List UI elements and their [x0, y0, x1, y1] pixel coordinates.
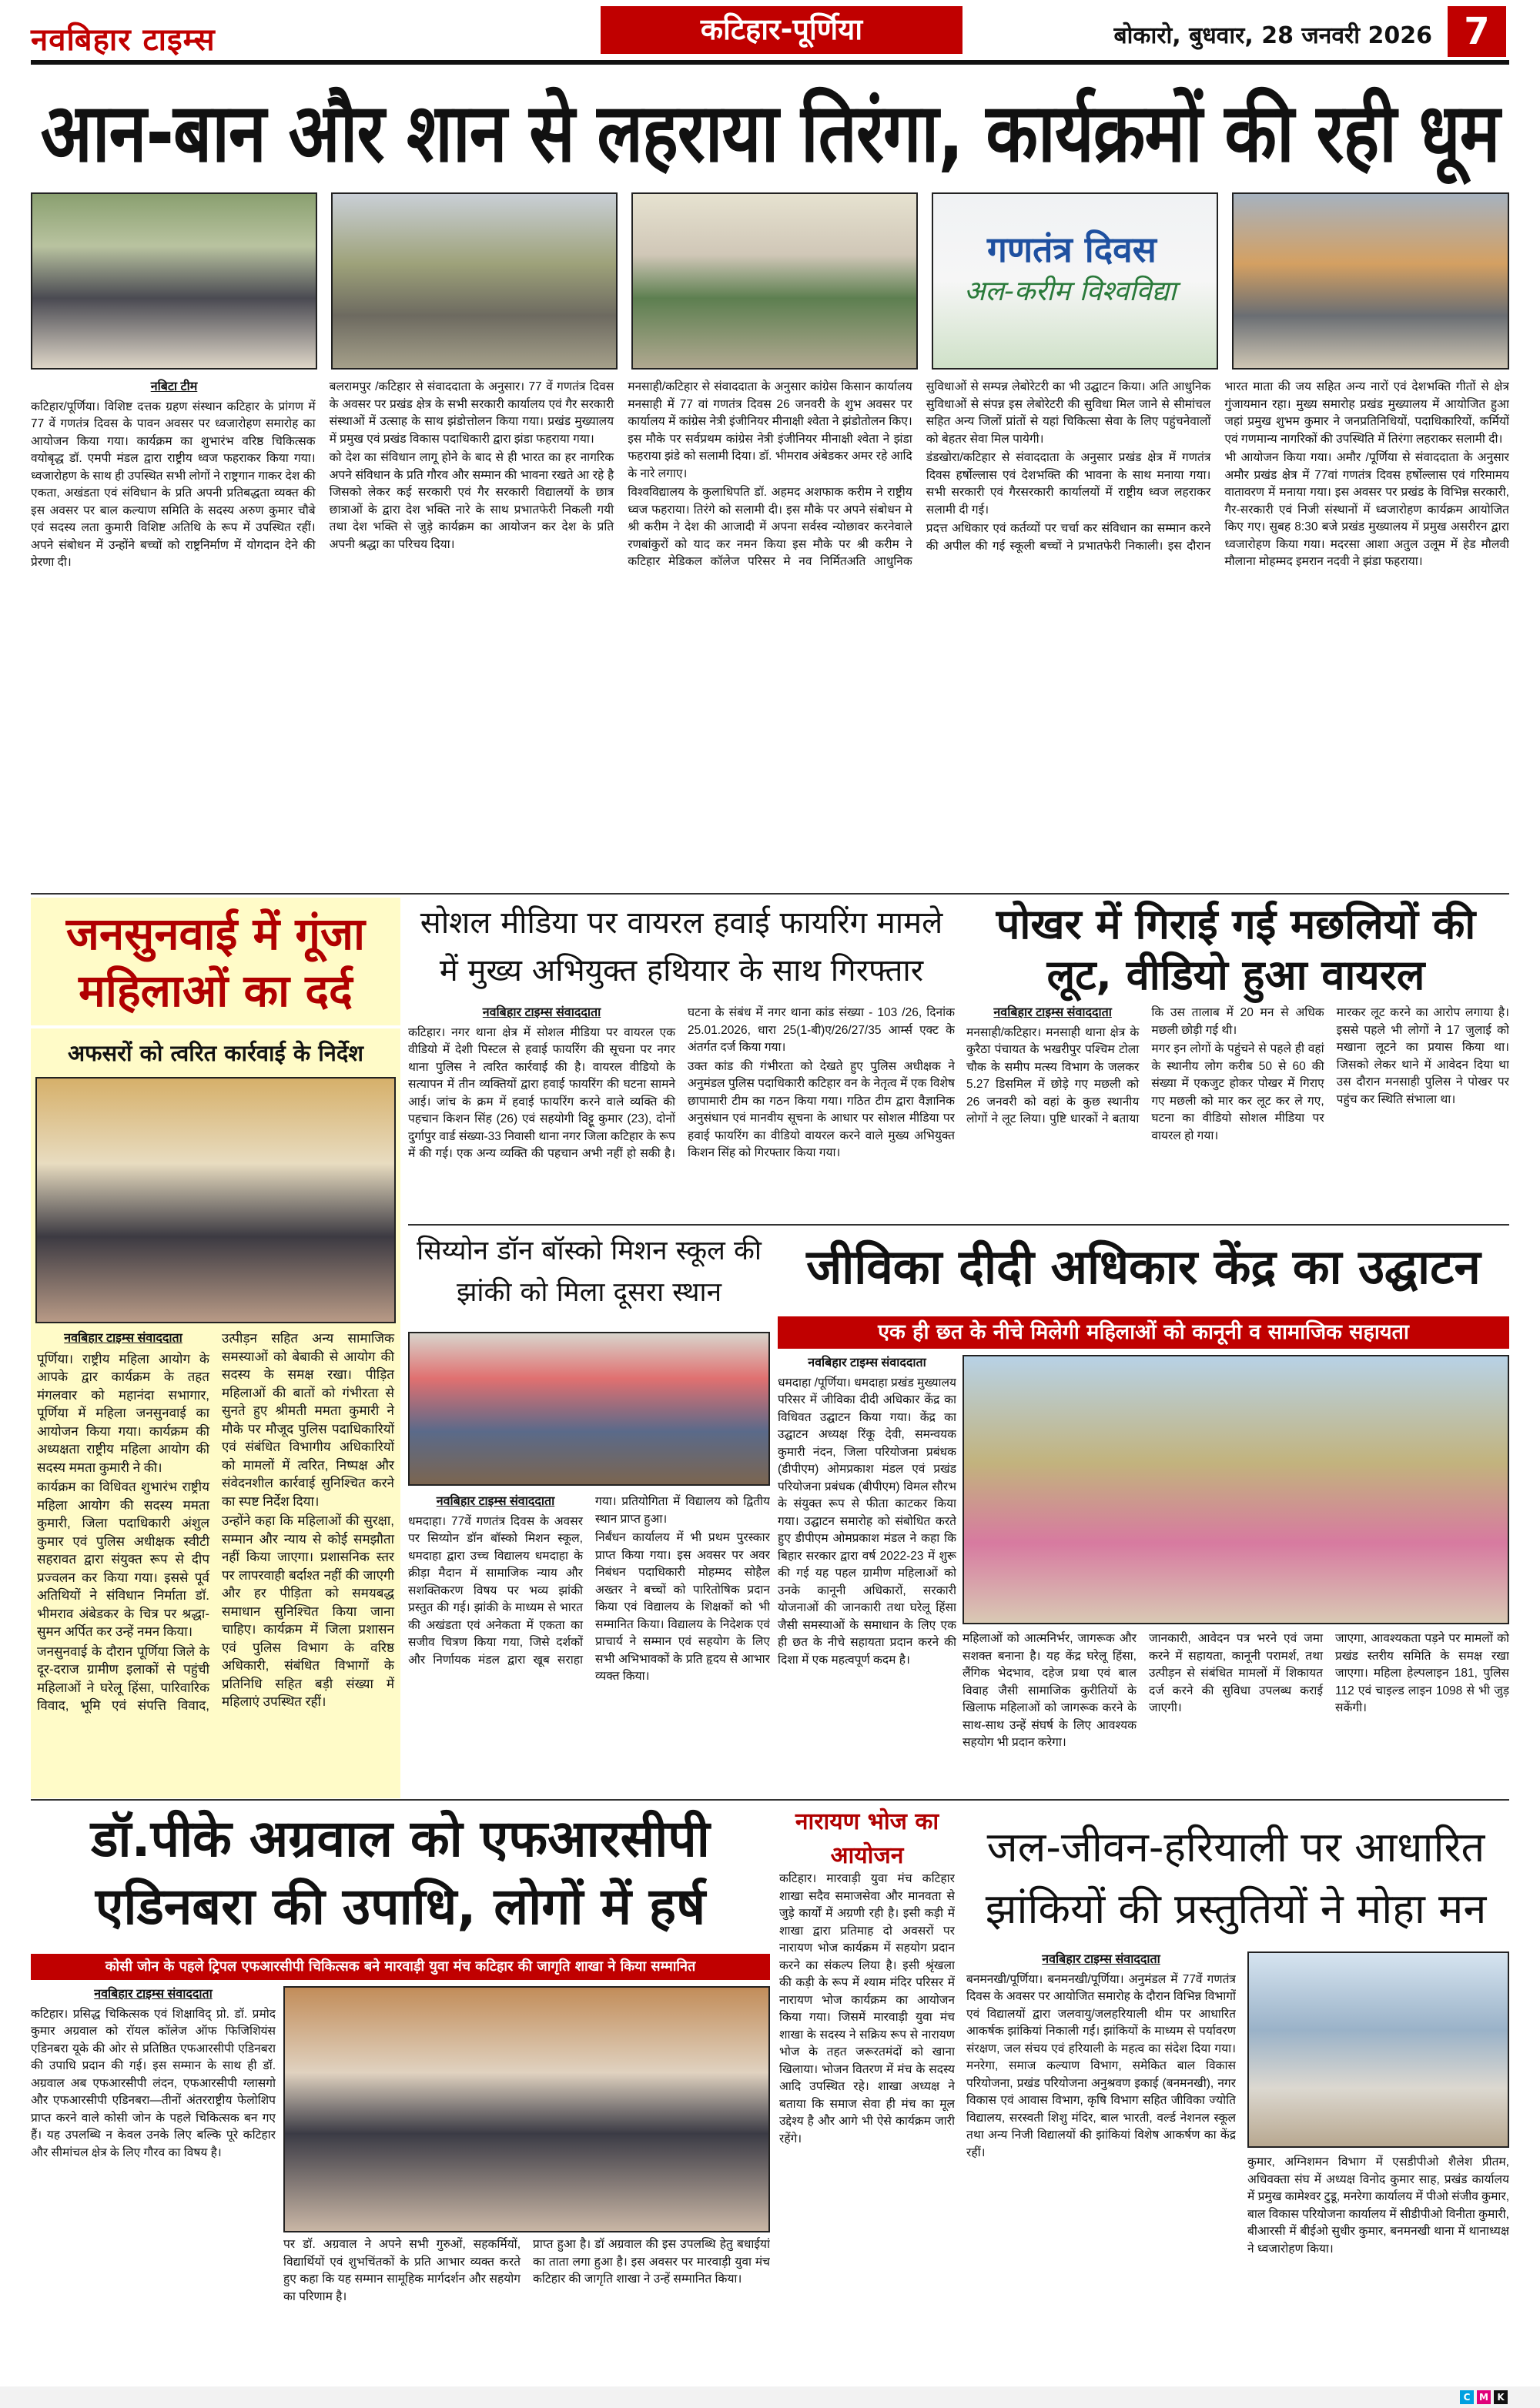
photo-jal-building	[1247, 1951, 1509, 2148]
section-label: कटिहार-पूर्णिया	[601, 6, 962, 54]
subheadline: अफसरों को त्वरित कार्रवाई के निर्देश	[68, 1040, 363, 1066]
paragraph: पर डॉ. अग्रवाल ने अपने सभी गुरुओं, सहकर्मियों, विद्यार्थियों एवं शुभचिंतकों के प्रति आभार व्यक्त करते हुए कहा कि यह सम्मान सामूहिक मार्गदर्शन और सहयोग का परिणाम है।	[283, 2238, 521, 2303]
masthead-rule	[31, 60, 1509, 65]
paragraph: धमदाहा /पूर्णिया। धमदाहा प्रखंड मुख्यालय परिसर में जीविका दीदी अधिकार केंद्र का विधिवत उद्घाटन किया गया। केंद्र का उद्घाटन अध्यक्ष रिंकू देवी, समन्वयक कुमारी नंदन, जिला परियोजना प्रबंधक (डीपीएम) ओमप्रकाश मंडल एवं प्रखंड परियोजना प्रबंधक (बीपीएम) विमल सौरभ के संयुक्त रूप से फीता काटकर किया गया। उद्घाटन समारोह को संबोधित करते हुए डीपीएम ओमप्रकाश मंडल ने कहा कि बिहार सरकार द्वारा वर्ष 2022-23 में शुरू की गई यह पहल ग्रामीण महिलाओं को उनके कानूनी अधिकारों, सरकारी योजनाओं की जानकारी तथा घरेलू हिंसा जैसी समस्याओं के समाधान के लिए एक ही छत के नीचे सहायता प्रदान करने की दिशा में एक महत्वपूर्ण कदम है।	[778, 1376, 956, 1667]
photo-jeevika-rangoli	[962, 1355, 1509, 1624]
paragraph: कटिहार। प्रसिद्ध चिकित्सक एवं शिक्षाविद् प्रो. डॉ. प्रमोद कुमार अग्रवाल को रॉयल कॉलेज ऑफ फिजिशियंस एडिनबरा यूके की ओर से प्रतिष्ठित एफआरसीपी एडिनबरा की उपाधि प्रदान की गई। इस सम्मान के साथ ही डॉ. अग्रवाल अब एफआरसीपी लंदन, एफआरसीपी ग्लासगो और एफआरसीपी एडिनबरा—तीनों अंतरराष्ट्रीय फेलोशिप प्राप्त करने वाले कोसी जोन के पहले चिकित्सक बन गए हैं। यह उपलब्धि न केवल उनके लिए बल्कि पूरे कटिहार और सीमांचल क्षेत्र के लिए गौरव का विषय है।	[31, 2007, 276, 2159]
byline: नवबिहार टाइम्स संवाददाता	[993, 1006, 1112, 1019]
byline: नवबिहार टाइम्स संवाददाता	[436, 1495, 555, 1508]
byline: नवबिहार टाइम्स संवाददाता	[94, 1988, 213, 2001]
paragraph: जाएगा, आवश्यकता पड़ने पर मामलों को प्रखंड स्तरीय समिति के समक्ष रखा जाएगा। महिला हेल्पलाइन 181, पुलिस 112 एवं चाइल्ड लाइन 1098 से भी जुड़ सकेंगी।	[1335, 1632, 1509, 1714]
photo-siyon-school	[408, 1332, 770, 1486]
headline: जनसुनवाई में गूंजा महिलाओं का दर्द	[65, 908, 366, 1017]
banner-text: गणतंत्र दिवस	[987, 229, 1157, 270]
page-number: 7	[1448, 6, 1506, 57]
paragraph: कार्यक्रम का विधिवत शुभारंभ राष्ट्रीय महिला आयोग की सदस्य ममता कुमारी, जिला पदाधिकारी अंशुल कुमार एवं पुलिस अधीक्षक स्वीटी सहरावत द्वारा संयुक्त रूप से दीप प्रज्वलन कर किया गया। इससे पूर्व अतिथियों ने संविधान निर्माता डॉ. भीमराव अंबेडकर के चित्र पर श्रद्धा-सुमन अर्पित कर उन्हें नमन किया।	[37, 1480, 209, 1639]
jeevika-subheadline: एक ही छत के नीचे मिलेगी महिलाओं को कानूनी व सामाजिक सहायता	[778, 1316, 1509, 1349]
paragraph: प्रदत्त अधिकार एवं कर्तव्यों पर चर्चा कर संविधान का सम्मान करने की अपील की गई स्कूली बच्चों ने प्रभातफेरी निकाली। इस दौरान भारत माता की जय सहित अन्य नारों एवं देशभक्ति गीतों से क्षेत्र गुंजायमान रहा। मुख्य समारोह प्रखंड मुख्यालय में आयोजित हुआ जहां प्रमुख शुभम कुमार ने जनप्रतिनिधियों, पदाधिकारियों, कर्मियों एवं गणमान्य नागरिकों की उपस्थिति में तिरंगा लहराकर सलामी दी।	[926, 380, 1509, 553]
jal-body-left	[966, 1951, 1236, 2379]
paragraph: धमदाहा। 77वें गणतंत्र दिवस के अवसर पर सिय्योन डॉन बॉस्को मिशन स्कूल, धमदाहा द्वारा उच्च विद्यालय धमदाहा के क्रीड़ा मैदान में सामाजिक न्याय और सशक्तिकरण विषय पर भव्य झांकी प्रस्तुत की गई। झांकी के माध्यम से भारत की अखंडता एवं अनेकता में एकता का सजीव चित्रण किया गया, जिसे दर्शकों और निर्णायक मंडल द्वारा खूब सराहा गया। प्रतियोगिता में विद्यालय को द्वितीय स्थान प्राप्त हुआ।	[408, 1495, 770, 1667]
janasunwai-body	[31, 1323, 400, 1785]
siyon-headline: सिय्योन डॉन बॉस्को मिशन स्कूल की झांकी को मिला दूसरा स्थान	[417, 1236, 762, 1308]
photo-parade-ground	[631, 192, 918, 370]
paragraph: भी आयोजन किया गया। अमौर /पूर्णिया से संवाददाता के अनुसार अमौर प्रखंड क्षेत्र में 77वां गणतंत्र दिवस हर्षोल्लास एवं गरिमामय वातावरण में मनाया गया। इस अवसर पर प्रखंड के विभिन्न सरकारी, गैर-सरकारी एवं निजी संस्थानों में ध्वजारोहण कार्यक्रम आयोजित किए गए। सुबह 8:30 बजे प्रखंड मुख्यालय में प्रमुख असरीरन द्वारा ध्वजारोहण किया गया। मदरसा आशा अतुल उलूम में हेड मौलवी मौलाना मोहम्मद इमरान नदवी ने झंडा फहराया।	[1224, 451, 1509, 568]
photo-crowd	[1232, 192, 1509, 370]
paragraph: महिलाओं को आत्मनिर्भर, जागरूक और सशक्त बनाना है। यह केंद्र घरेलू हिंसा, लैंगिक भेदभाव, दहेज प्रथा एवं बाल विवाह जैसी सामाजिक कुरीतियों के खिलाफ महिलाओं को जागरूक करने के साथ-साथ उन्हें संघर्ष के लिए आवश्यक सहयोग भी प्रदान करेगा।	[962, 1632, 1137, 1749]
paragraph: जनसुनवाई के दौरान पूर्णिया जिले के दूर-दराज ग्रामीण इलाकों से पहुंची महिलाओं ने घरेलू हिंसा, पारिवारिक विवाद, भूमि एवं संपत्ति विवाद, उत्पीड़न सहित अन्य सामाजिक समस्याओं को बेबाकी से आयोग की सदस्य के समक्ष रखा। पीड़ित महिलाओं की बातों को गंभीरता से सुनते हुए श्रीमती ममता कुमारी ने मौके पर मौजूद पुलिस पदाधिकारियों एवं संबंधित विभागीय अधिकारियों को मामलों में त्वरित, निष्पक्ष और संवेदनशील कार्रवाई सुनिश्चित करने का स्पष्ट निर्देश दिया।	[37, 1331, 394, 1713]
paragraph: पूर्णिया। राष्ट्रीय महिला आयोग के आपके द्वार कार्यक्रम के तहत मंगलवार को महानंदा सभागार, पूर्णिया में महिला जनसुनवाई का आयोजन किया गया। कार्यक्रम की अध्यक्षता राष्ट्रीय महिला आयोग की सदस्य ममता कुमारी ने की।	[37, 1351, 209, 1475]
byline: नवबिहार टाइम्स संवाददाता	[64, 1332, 182, 1345]
firing-headline: सोशल मीडिया पर वायरल हवाई फायरिंग मामले में मुख्य अभियुक्त हथियार के साथ गिरफ्तार	[420, 905, 943, 988]
pk-subheadline: कोसी जोन के पहले ट्रिपल एफआरसीपी चिकित्सक बने मारवाड़ी युवा मंच कटिहार की जागृति शाखा ने किया सम्मानित	[31, 1954, 770, 1980]
divider	[31, 893, 1509, 895]
firing-body	[408, 1005, 955, 1220]
byline: नवबिहार टाइम्स संवाददाता	[808, 1356, 926, 1370]
photo-university-banner	[932, 192, 1218, 370]
paragraph: बलरामपुर /कटिहार से संवाददाता के अनुसार। 77 वें गणतंत्र दिवस के अवसर पर प्रखंड क्षेत्र के सभी सरकारी कार्यालय एवं गैर सरकारी संस्थाओं में उत्साह के साथ झंडोत्तोलन किया गया। प्रखंड मुख्यालय में प्रमुख एवं प्रखंड विकास पदाधिकारी द्वारा झंडा फहराया गया।	[329, 380, 614, 446]
byline: नवबिहार टाइम्स संवाददाता	[1042, 1953, 1160, 1966]
paragraph: प्राप्त हुआ है। डॉ अग्रवाल की इस उपलब्धि हेतु बधाईयां का ताता लगा हुआ है। इस अवसर पर मारवाड़ी युवा मंच कटिहार की जागृति शाखा ने उन्हें सम्मानित किया।	[533, 2238, 770, 2286]
paragraph: जानकारी, आवेदन पत्र भरने एवं जमा करने में सहायता, कानूनी परामर्श, तथा उत्पीड़न से संबंधित मामलों में शिकायत दर्ज करने की सुविधा उपलब्ध कराई जाएगी।	[1149, 1632, 1323, 1714]
paragraph: कटिहार। मारवाड़ी युवा मंच कटिहार शाखा सदैव समाजसेवा और मानवता से जुड़े कार्यों में अग्रणी रही है। इसी कड़ी में शाखा द्वारा प्रतिमाह दो अवसरों पर नारायण भोज कार्यक्रम में सहयोग प्रदान करने का संकल्प लिया है। इसी श्रृंखला की कड़ी के रूप में श्याम मंदिर परिसर में नारायण भोज कार्यक्रम का आयोजन किया गया। जिसमें मारवाड़ी युवा मंच शाखा के सदस्य ने सक्रिय रूप से नारायण भोज के तहत जरूरतमंदों को खाना खिलाया। भोजन वितरण में मंच के सदस्य आदि उपस्थित रहे। शाखा अध्यक्ष ने बताया कि समाज सेवा ही मंच का मूल उद्देश्य है और आगे भी ऐसे कार्यक्रम जारी रहेंगे।	[779, 1872, 955, 2145]
divider	[31, 1799, 1509, 1801]
main-headline: आन-बान और शान से लहराया तिरंगा, कार्यक्रमों की रही धूम	[40, 85, 1500, 180]
banner-subtext: अल-करीम विश्वविद्या	[964, 276, 1177, 307]
jeevika-body-left	[778, 1355, 956, 1794]
newspaper-logo: नवबिहार टाइम्स	[31, 22, 216, 58]
magenta-mark: M	[1477, 2390, 1491, 2404]
pokhar-body	[966, 1005, 1509, 1220]
photo-flag-hoisting-2	[331, 192, 618, 370]
paragraph: को देश का संविधान लागू होने के बाद से ही भारत का हर नागरिक अपने संविधान के प्रति गौरव और सम्मान की भावना रखते आ रहे है जिसको लेकर कई सरकारी एवं गैर सरकारी विद्यालयों के छात्र छात्राओं के द्वारा देश भक्ति नारे के साथ प्रभातफेरी निकली गयी तथा देश भक्ति से जुड़े कार्यक्रम का आयोजन कर देश के प्रति अपनी श्रद्धा का परिचय दिया।	[329, 451, 614, 551]
jal-headline: जल-जीवन-हरियाली पर आधारित झांकियों की प्रस्तुतियों ने मोहा मन	[985, 1823, 1487, 1933]
narayan-headline: नारायण भोज का आयोजन	[795, 1808, 939, 1869]
janasunwai-story	[31, 898, 400, 1798]
paragraph: डंडखोरा/कटिहार से संवाददाता के अनुसार प्रखंड क्षेत्र में गणतंत्र दिवस हर्षोल्लास एवं देशभक्ति की भावना के साथ मनाया गया। सभी सरकारी एवं गैरसरकारी कार्यालयों में राष्ट्रीय ध्वज लहराकर सलामी दी गई।	[926, 451, 1211, 517]
divider	[408, 1224, 1509, 1226]
byline: नबिटा टीम	[150, 380, 198, 393]
paragraph: उन्होंने कहा कि महिलाओं की सुरक्षा, सम्मान और न्याय से कोई समझौता नहीं किया जाएगा। प्रशासनिक स्तर पर लापरवाही बर्दाश्त नहीं की जाएगी और हर पीड़िता को समयबद्ध समाधान सुनिश्चित किया जाना चाहिए। कार्यक्रम में जिला प्रशासन एवं पुलिस विभाग के वरिष्ठ अधिकारी, संबंधित विभागों के प्रतिनिधि सहित बड़ी संख्या में महिलाएं उपस्थित रहीं।	[222, 1513, 394, 1709]
jeevika-headline: जीविका दीदी अधिकार केंद्र का उद्घाटन	[806, 1239, 1481, 1295]
paragraph: कुमार, अग्निशमन विभाग में एसडीपीओ शैलेश प्रीतम, अधिवक्ता संघ में अध्यक्ष विनोद कुमार साह, प्रखंड कार्यालय में प्रमुख कामेश्वर टुडू, मनरेगा कार्यालय में पीओ संजीव कुमार, बाल विकास परियोजना कार्यालय में सीडीपीओ विनीता कुमारी, बीआरसी में बीईओ सुधीर कुमार, बनमनखी थाना में थानाध्यक्ष ने ध्वजारोहण किया।	[1247, 2155, 1509, 2256]
siyon-body	[408, 1493, 770, 1794]
jeevika-body-bottom	[962, 1630, 1509, 1794]
paragraph: निर्बंधन कार्यालय में भी प्रथम पुरस्कार प्राप्त किया गया। इस अवसर पर अवर निबंधन पदाधिकारी मोहम्मद सोहैल अख्तर ने बच्चों को पारितोषिक प्रदान किया एवं विद्यालय के शिक्षकों को भी सम्मानित किया। विद्यालय के निदेशक एवं प्राचार्य ने सम्मान एवं सहयोग के लिए सभी अभिभावकों के प्रति हृदय से आभार व्यक्त किया।	[595, 1531, 770, 1683]
byline: नवबिहार टाइम्स संवाददाता	[482, 1006, 601, 1019]
black-mark: K	[1494, 2390, 1508, 2404]
jal-body-right	[1247, 2154, 1509, 2379]
photo-pk-agrawal	[283, 1986, 770, 2232]
paragraph: कटिहार। नगर थाना क्षेत्र में सोशल मीडिया पर वायरल एक वीडियो में देशी पिस्टल से हवाई फायरिंग की सूचना पर नगर थाना पुलिस ने त्वरित कार्रवाई की है। वायरल वीडियो के सत्यापन में तीन व्यक्तियों द्वारा हवाई फायरिंग की घटना सामने आई। जांच के क्रम में हवाई फायरिंग करने वाले व्यक्ति की पहचान किशन सिंह (26) एवं सहयोगी विट्टू कुमार (23), दोनों दुर्गापुर वार्ड संख्या-33 निवासी थाना नगर जिला कटिहार के रूप में की गई। एक अन्य व्यक्ति की पहचान अभी नहीं हो सकी है। घटना के संबंध में नगर थाना कांड संख्या - 103 /26, दिनांक 25.01.2026, धारा 25(1-बी)ए/26/27/35 आर्म्स एक्ट के अंतर्गत दर्ज किया गया।	[408, 1006, 955, 1160]
pk-body-left	[31, 1986, 276, 2379]
pokhar-headline: पोखर में गिराई गई मछलियों की लूट, वीडियो हुआ वायरल	[996, 900, 1476, 999]
paragraph: मनसाही/कटिहार से संवाददाता के अनुसार कांग्रेस किसान कार्यालय मनसाही में 77 वां गणतंत्र दिवस 26 जनवरी के शुभ अवसर पर कार्यालय में कांग्रेस नेत्री इंजीनियर मीनाक्षी श्वेता ने झंडोतोलन किए। इस मौके पर सर्वप्रथम कांग्रेस नेत्री इंजीनियर मीनाक्षी श्वेता ने झंडा फहराया झंडे को सलामी दिया। डॉ. भीमराव अंबेडकर अमर रहे आदि के नारे लगाए।	[628, 380, 912, 480]
photo-flag-hoisting-1	[31, 192, 317, 370]
cyan-mark: C	[1460, 2390, 1474, 2404]
main-story-body	[31, 379, 1509, 891]
pk-headline: डॉ.पीके अग्रवाल को एफआरसीपी एडिनबरा की उपाधि, लोगों में हर्ष	[91, 1809, 710, 1936]
narayan-body	[779, 1871, 955, 2379]
paragraph: मनसाही/कटिहार। मनसाही थाना क्षेत्र के कुरैठा पंचायत के भखरीपुर पश्चिम टोला चौक के समीप मत्स्य विभाग के जलकर 5.27 डिसमिल में छोड़े गए मछली को 26 जनवरी को वहां के कुछ स्थानीय लोगों ने लूट लिया। पुष्टि धारकों ने बताया कि उस तालाब में 20 मन से अधिक मछली छोड़ी गई थी।	[966, 1006, 1324, 1125]
photo-janasunwai	[35, 1077, 396, 1323]
paragraph: मारकर लूट करने का आरोप लगाया है। इससे पहले भी लोगों ने 17 जुलाई को मखाना लूटने का प्रयास किया था। जिसको लेकर थाने में आवेदन दिया था उस दौरान मनसाही पुलिस ने पोखर पर पहुंच कर स्थिति संभाला था।	[1336, 1006, 1509, 1106]
paragraph: बनमनखी/पूर्णिया। बनमनखी/पूर्णिया। अनुमंडल में 77वें गणतंत्र दिवस के अवसर पर आयोजित समारोह के दौरान विभिन्न विभागों एवं विद्यालयों द्वारा जलवायु/जलहरियाली थीम पर आधारित आकर्षक झांकियां निकाली गईं। झांकियों के माध्यम से पर्यावरण संरक्षण, जल संचय एवं हरियाली के महत्व का संदेश दिया गया। मनरेगा, समाज कल्याण विभाग, समेकित बाल विकास परियोजना, प्रखंड परियोजना अनुश्रवण इकाई (बनमनखी), नगर विकास एवं आवास विभाग, कृषि विभाग सहित जीविका ज्योति विद्यालय, सरस्वती शिशु मंदिर, बाल भारती, वर्ल्ड नेशनल स्कूल तथा अन्य निजी विद्यालयों की झांकियां विशेष आकर्षण का केंद्र रहीं।	[966, 1972, 1236, 2159]
paragraph: कटिहार/पूर्णिया। विशिष्ट दत्तक ग्रहण संस्थान कटिहार के प्रांगण में 77 वें गणतंत्र दिवस के पावन अवसर पर ध्वजारोहण समारोह का आयोजन किया गया। कार्यक्रम का शुभारंभ वरिष्ठ चिकित्सक वयोबृद्ध डॉ. एमपी मंडल द्वारा राष्ट्रीय ध्वज फहराकर किया गया। ध्वजारोहण के साथ ही उपस्थित सभी लोगों ने राष्ट्रगान गाकर देश की एकता, अखंडता एवं संविधान के प्रति अपनी प्रतिबद्धता व्यक्त की इस अवसर पर बाल कल्याण समिति के सदस्य अरुण कुमार चौबे एवं सदस्य लता कुमारी विशिष्ट अतिथि के रूप में उपस्थित रहीं। अपने संबोधन में उन्होंने बच्चों को राष्ट्रनिर्माण में योगदान देने की प्रेरणा दी।	[31, 400, 316, 569]
paragraph: मगर इन लोगों के पहुंचने से पहले ही वहां के स्थानीय लोग करीब 50 से 60 की संख्या में एकजुट होकर पोखर में गिराए गए मछली को मार कर लूट कर ले गए, घटना का वीडियो सोशल मीडिया पर वायरल हो गया।	[1151, 1042, 1324, 1142]
pk-body-bottom	[283, 2236, 770, 2379]
paragraph: उक्त कांड की गंभीरता को देखते हुए पुलिस अधीक्षक ने अनुमंडल पुलिस पदाधिकारी कटिहार वन के नेतृत्व में एक विशेष छापामारी टीम का गठन किया गया। गठित टीम द्वारा वैज्ञानिक अनुसंधान एवं मानवीय सूचना के आधार पर सोशल मीडिया पर हवाई फायरिंग का वीडियो वायरल करने वाले मुख्य अभियुक्त किशन सिंह को गिरफ्तार किया गया।	[688, 1059, 955, 1159]
dateline: बोकारो, बुधवार, 28 जनवरी 2026	[1113, 22, 1432, 49]
paragraph: विश्वविद्यालय के कुलाधिपति डॉ. अहमद अशफाक करीम ने राष्ट्रीय ध्वज फहराया। तिरंगे को सलामी दी। इस मौके पर अपने संबोधन मे श्री करीम ने देश की आजादी में अपना सर्वस्व न्योछावर करनेवाले रणबांकुरों को याद कर नमन किया इस मौके पर श्री करीम ने कटिहार मेडिकल कॉलेज परिसर मे नव निर्मितअति आधुनिक सुविधाओं से सम्पन्न लेबोरेटरी का भी उद्घाटन किया। अति आधुनिक सुविधाओं से संपन्न इस लेबोरेटरी की सुविधा मिल जाने से सीमांचल सहित अन्य जिलों प्रांतों से यहां चिकित्सा सेवा के लिए पहुंचनेवालों को बेहतर सेवा मिल पायेगी।	[628, 380, 1211, 568]
print-footer	[0, 2386, 1540, 2408]
